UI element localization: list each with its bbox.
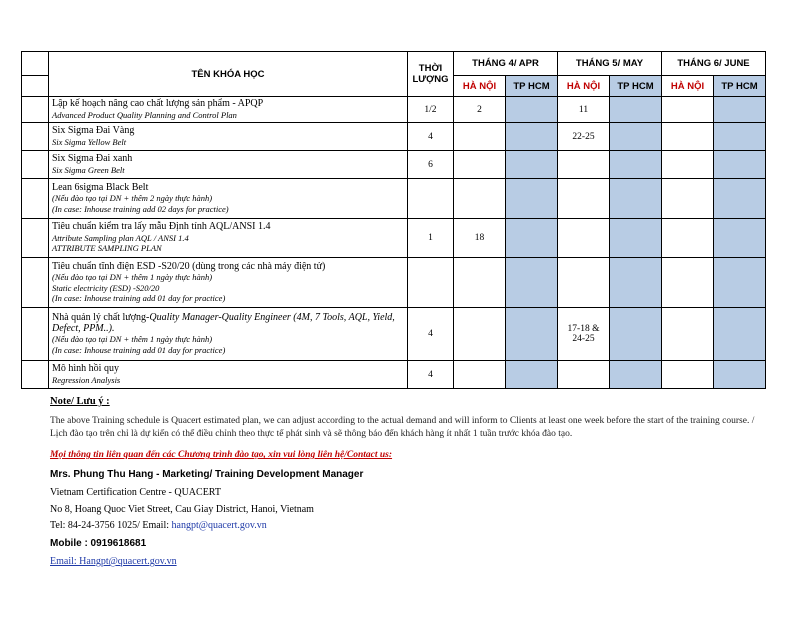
apr-hcm-cell: [506, 179, 558, 219]
row-marker-cell: [22, 151, 49, 179]
course-subtitle: Static electricity (ESD) -S20/20: [52, 282, 160, 293]
june-hanoi-cell: [662, 361, 714, 389]
course-name: Lập kế hoạch nâng cao chất lượng sản phẩm - APQP: [52, 98, 264, 109]
contact-org: Vietnam Certification Centre - QUACERT: [50, 487, 221, 498]
table-row: [22, 123, 766, 151]
course-name: Six Sigma Đai Vàng: [52, 125, 135, 136]
contact-tel-line: [50, 520, 267, 531]
apr-hanoi-cell: 18: [454, 219, 506, 258]
duration-cell: 6: [408, 151, 454, 179]
training-schedule-table: [21, 51, 766, 389]
course-subtitle: Six Sigma Green Belt: [52, 164, 125, 175]
course-name-prefix: Nhà quản lý chất lượng-: [52, 312, 150, 323]
may-hcm-cell: [610, 123, 662, 151]
may-hanoi-cell: 17-18 & 24-25: [558, 308, 610, 361]
month-header-june: THÁNG 6/ JUNE: [662, 52, 766, 76]
may-hanoi-cell: 22-25: [558, 123, 610, 151]
contact-address: No 8, Hoang Quoc Viet Street, Cau Giay District, Hanoi, Vietnam: [50, 504, 314, 515]
row-marker-cell: [22, 219, 49, 258]
may-hcm-cell: [610, 361, 662, 389]
course-subtitle: Attribute Sampling plan AQL / ANSI 1.4: [52, 232, 189, 243]
apr-hanoi-cell: 2: [454, 97, 506, 123]
may-hanoi-cell: [558, 179, 610, 219]
hanoi-header: HÀ NỘI: [558, 76, 610, 97]
table-row: [22, 97, 766, 123]
course-name: Lean 6sigma Black Belt: [52, 181, 149, 193]
month-header-may: THÁNG 5/ MAY: [558, 52, 662, 76]
course-cell: [49, 97, 408, 123]
course-name: Mô hình hồi quy: [52, 363, 119, 374]
apr-hcm-cell: [506, 123, 558, 151]
may-hcm-cell: [610, 308, 662, 361]
table-row: [22, 179, 766, 219]
june-hanoi-cell: [662, 219, 714, 258]
course-subtitle: (Nếu đào tạo tại DN + thêm 1 ngày thực hành): [52, 272, 213, 282]
apr-hanoi-cell: [454, 151, 506, 179]
table-row: [22, 308, 766, 361]
notes-title: Note/ Lưu ý :: [50, 396, 110, 407]
june-hanoi-cell: [662, 179, 714, 219]
duration-header: [408, 52, 454, 97]
course-title-header: TÊN KHÓA HỌC: [49, 52, 408, 97]
course-subtitle: Regression Analysis: [52, 374, 121, 385]
course-subtitle: (Nếu đào tạo tại DN + thêm 1 ngày thực hành): [52, 334, 213, 344]
june-hanoi-cell: [662, 97, 714, 123]
june-hcm-cell: [714, 308, 766, 361]
duration-cell: [408, 179, 454, 219]
june-hanoi-cell: [662, 151, 714, 179]
may-hanoi-cell: [558, 361, 610, 389]
duration-header-line1: THỜI: [418, 63, 443, 74]
hanoi-header: HÀ NỘI: [662, 76, 714, 97]
course-subtitle: (In case: Inhouse training add 01 day for practice): [52, 344, 226, 355]
may-hcm-cell: [610, 258, 662, 308]
row-marker-cell: [22, 179, 49, 219]
duration-cell: 4: [408, 361, 454, 389]
course-name: Six Sigma Đai xanh: [52, 153, 133, 164]
hanoi-header: HÀ NỘI: [454, 76, 506, 97]
june-hcm-cell: [714, 179, 766, 219]
may-hcm-cell: [610, 219, 662, 258]
may-hanoi-cell: 11: [558, 97, 610, 123]
june-hcm-cell: [714, 123, 766, 151]
contact-heading: Mọi thông tin liên quan đến các Chương trình đào tạo, xin vui lòng liên hệ/Contact us:: [50, 450, 393, 460]
may-hcm-cell: [610, 179, 662, 219]
hcm-header: TP HCM: [610, 76, 662, 97]
apr-hanoi-cell: [454, 361, 506, 389]
duration-cell: 1/2: [408, 97, 454, 123]
course-cell: [49, 361, 408, 389]
contact-tel-email-link[interactable]: hangpt@quacert.gov.vn: [171, 520, 267, 531]
course-cell: [49, 123, 408, 151]
june-hcm-cell: [714, 258, 766, 308]
row-marker-cell: [22, 258, 49, 308]
course-cell: [49, 151, 408, 179]
course-cell: [49, 308, 408, 361]
apr-hcm-cell: [506, 219, 558, 258]
row-marker-cell: [22, 123, 49, 151]
contact-email-link[interactable]: Email: Hangpt@quacert.gov.vn: [50, 556, 177, 567]
apr-hanoi-cell: [454, 123, 506, 151]
june-hcm-cell: [714, 151, 766, 179]
apr-hanoi-cell: [454, 179, 506, 219]
june-hanoi-cell: [662, 308, 714, 361]
duration-cell: 4: [408, 123, 454, 151]
apr-hcm-cell: [506, 97, 558, 123]
month-header-apr: THÁNG 4/ APR: [454, 52, 558, 76]
course-cell: [49, 219, 408, 258]
june-hcm-cell: [714, 97, 766, 123]
apr-hcm-cell: [506, 258, 558, 308]
may-hcm-cell: [610, 151, 662, 179]
june-hanoi-cell: [662, 123, 714, 151]
notes-body: The above Training schedule is Quacert estimated plan, we can adjust according to the actual demand and will inform to Clients at least one week before the start of the training course. / Lịch đào tạo trên chỉ là dự kiến có thể điều chỉnh theo thực tế phát sinh và sẽ thông báo đến khách hàng ít nhất 1 tuần trước khóa đào tạo.: [50, 416, 755, 439]
course-cell: [49, 258, 408, 308]
apr-hcm-cell: [506, 308, 558, 361]
row-marker-cell: [22, 308, 49, 361]
apr-hcm-cell: [506, 361, 558, 389]
may-hanoi-cell: [558, 151, 610, 179]
course-subtitle: ATTRIBUTE SAMPLING PLAN: [52, 243, 162, 254]
may-hcm-cell: [610, 97, 662, 123]
row-marker-cell: [22, 361, 49, 389]
course-subtitle: (In case: Inhouse training add 01 day for practice): [52, 293, 226, 303]
contact-mobile: Mobile : 0919618681: [50, 538, 147, 549]
contact-tel: Tel: 84-24-3756 1025/ Email:: [50, 520, 172, 531]
course-subtitle: Advanced Product Quality Planning and Control Plan: [52, 109, 237, 120]
june-hanoi-cell: [662, 258, 714, 308]
row-marker-cell: [22, 76, 49, 97]
duration-cell: 4: [408, 308, 454, 361]
may-hanoi-cell: [558, 219, 610, 258]
duration-header-line2: LƯỢNG: [412, 74, 449, 85]
table-row: [22, 151, 766, 179]
may-hanoi-cell: [558, 258, 610, 308]
course-subtitle: Six Sigma Yellow Belt: [52, 136, 127, 147]
hcm-header: TP HCM: [714, 76, 766, 97]
apr-hcm-cell: [506, 151, 558, 179]
row-marker-cell: [22, 97, 49, 123]
course-cell: [49, 179, 408, 219]
course-name: Tiêu chuẩn kiểm tra lấy mẫu Định tính AQL/ANSI 1.4: [52, 221, 271, 233]
hcm-header: TP HCM: [506, 76, 558, 97]
apr-hanoi-cell: [454, 308, 506, 361]
course-name: [52, 313, 404, 334]
june-hcm-cell: [714, 361, 766, 389]
course-name: Tiêu chuẩn tĩnh điện ESD -S20/20 (dùng trong các nhà máy điện tử): [52, 260, 326, 272]
june-hcm-cell: [714, 219, 766, 258]
table-row: [22, 219, 766, 258]
course-name-italic: Quality Manager-Quality Engineer (4M, 7 Tools, AQL, Yield, Defect, PPM..).: [52, 312, 395, 334]
duration-cell: 1: [408, 219, 454, 258]
duration-cell: [408, 258, 454, 308]
contact-name: Mrs. Phung Thu Hang - Marketing/ Training Development Manager: [50, 469, 364, 480]
course-subtitle: (In case: Inhouse training add 02 days for practice): [52, 203, 229, 214]
row-marker-cell: [22, 52, 49, 76]
table-row: [22, 258, 766, 308]
apr-hanoi-cell: [454, 258, 506, 308]
notes-title-wrap: [50, 396, 750, 407]
table-row: [22, 361, 766, 389]
course-subtitle: (Nếu đào tạo tại DN + thêm 2 ngày thực hành): [52, 193, 213, 204]
